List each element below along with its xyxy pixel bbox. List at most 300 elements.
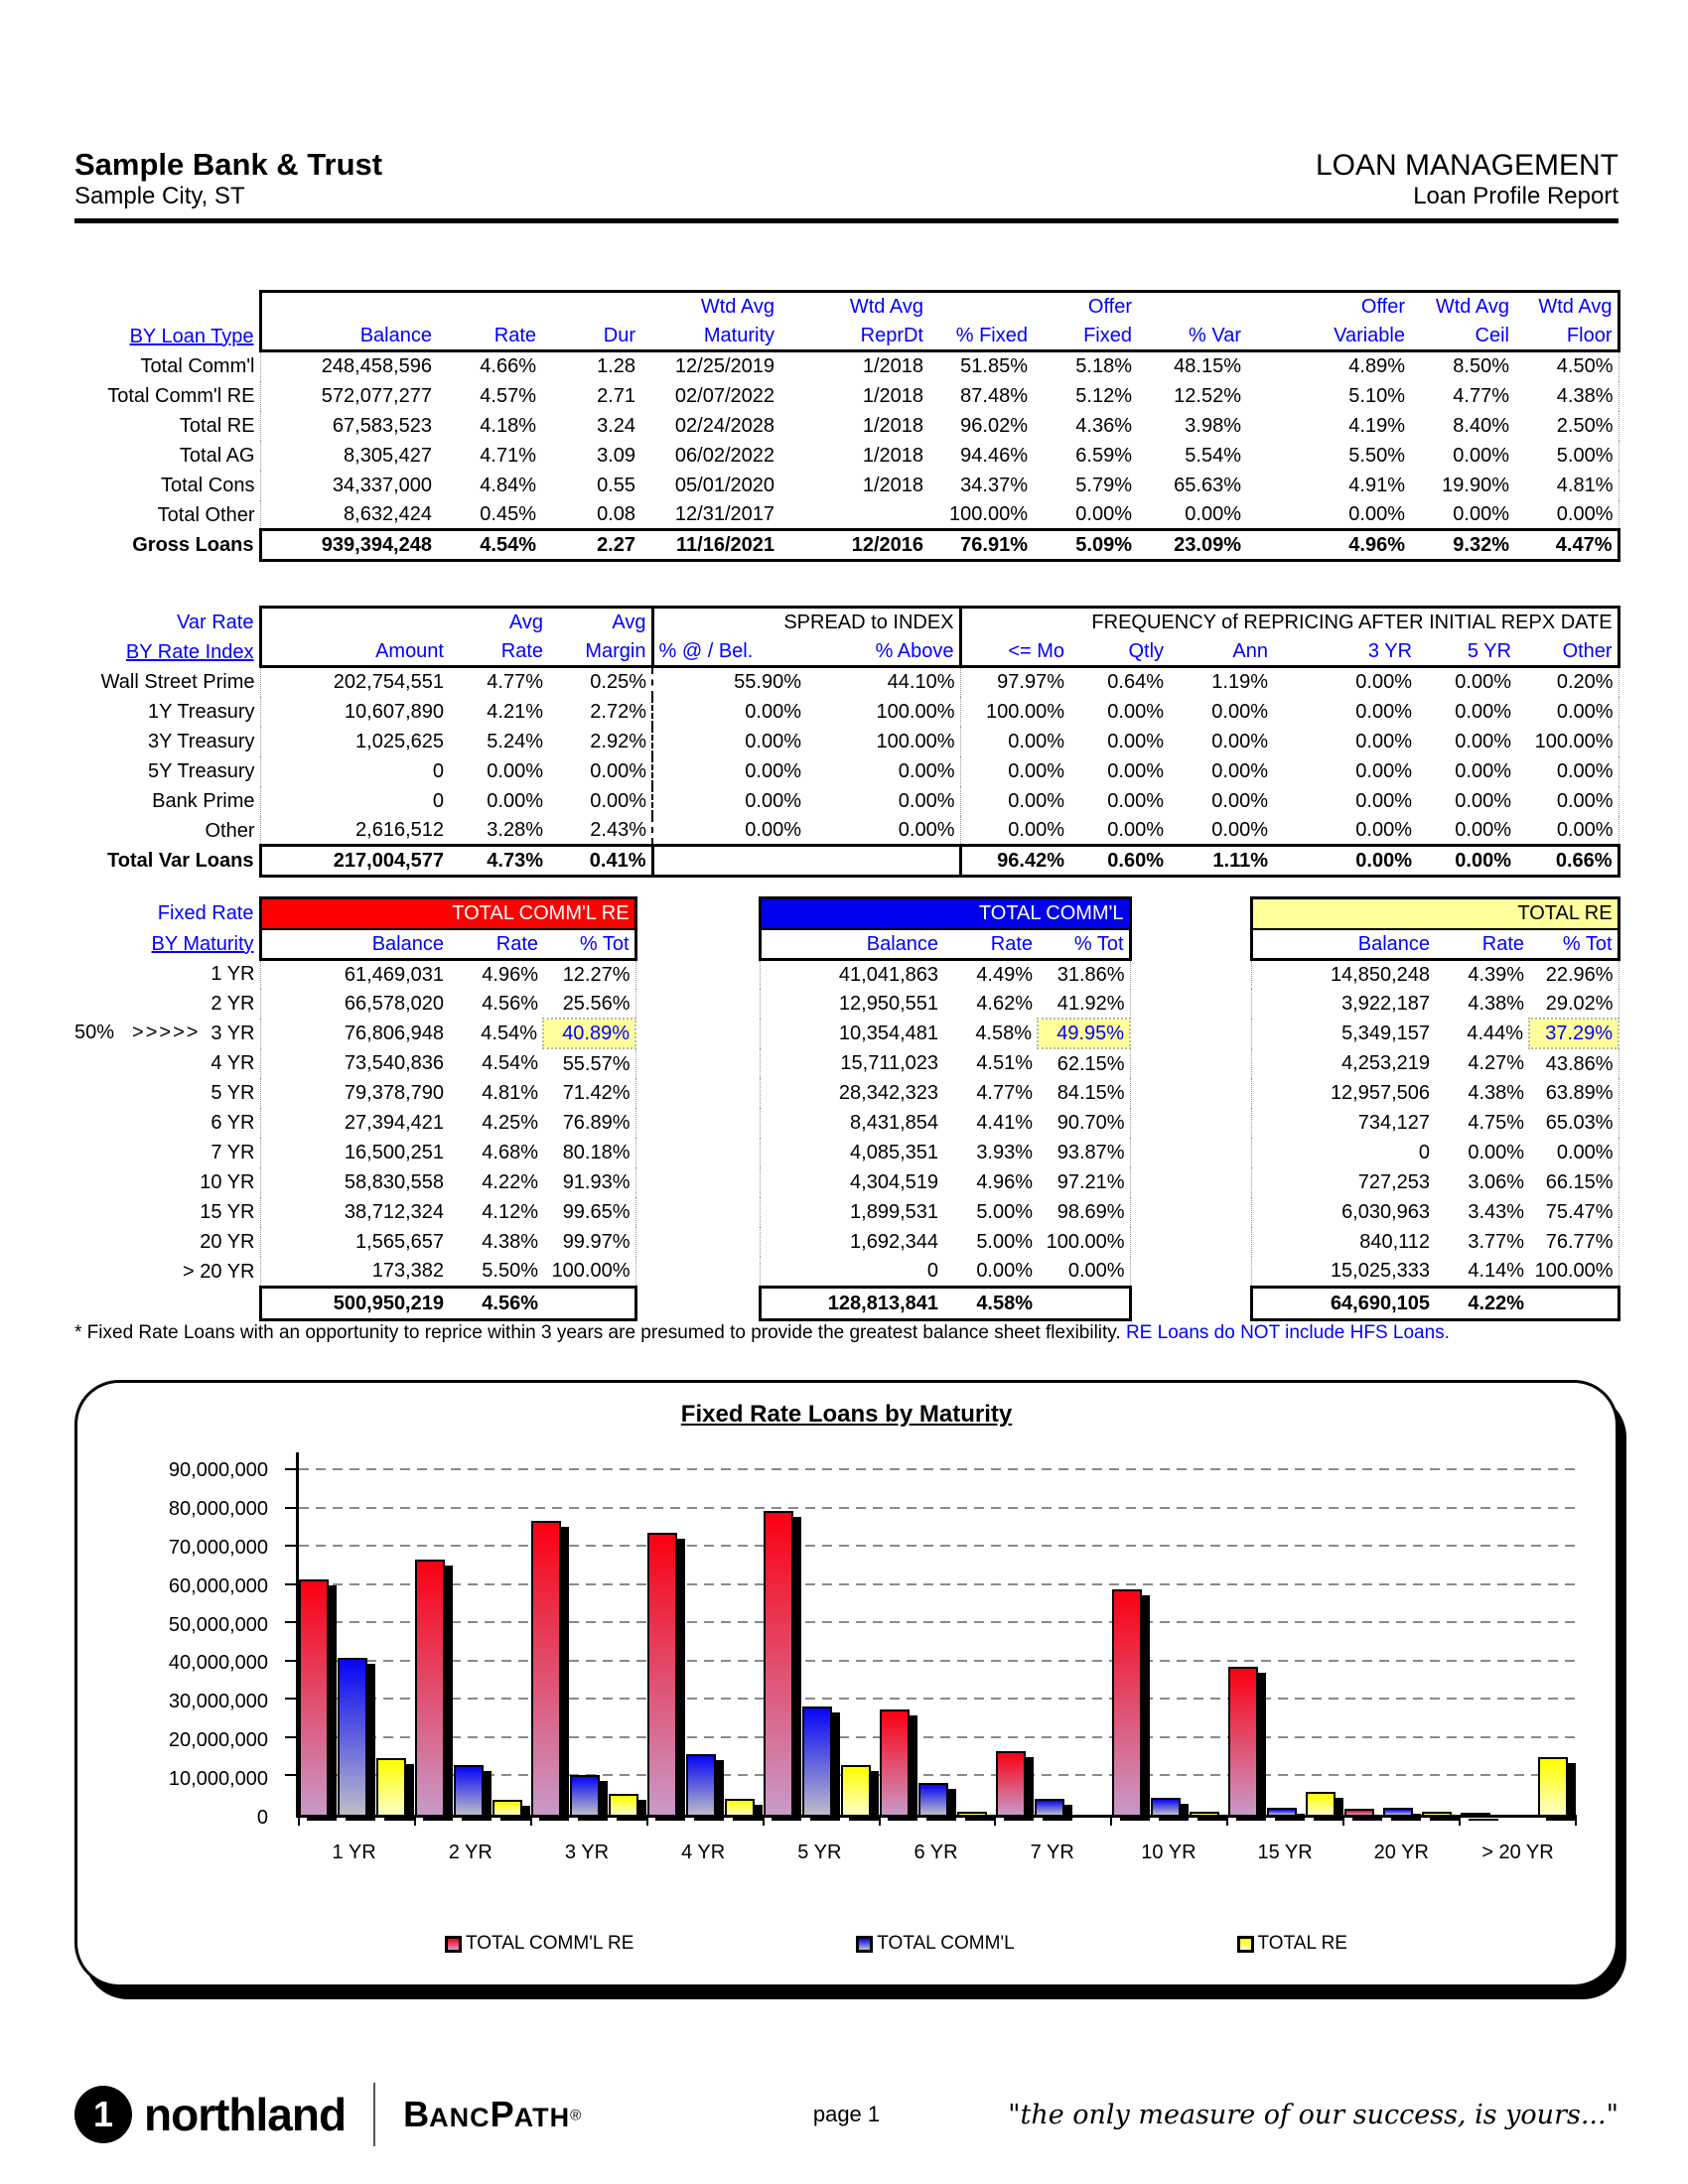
cell-comml-pct-tot: 98.69% — [1038, 1197, 1130, 1227]
y-axis-tick — [285, 1621, 296, 1623]
report-title: LOAN MANAGEMENT — [1315, 149, 1618, 182]
maturity-row — [74, 959, 1618, 989]
x-axis-label: > 20 YR — [1481, 1842, 1554, 1863]
cell-pct-at-below: 0.00% — [652, 756, 806, 786]
cell-comml-rate: 4.58% — [975, 1023, 1033, 1044]
cell-3yr: 0.00% — [1355, 818, 1413, 841]
cell-amount: 2,616,512 — [260, 816, 449, 846]
footnote-black: * Fixed Rate Loans with an opportunity to reprice within 3 years are presumed to provide the greatest balance sheet flexibility. — [74, 1322, 1121, 1343]
x-axis-label: 10 YR — [1141, 1842, 1196, 1863]
y-axis-tick — [285, 1583, 296, 1585]
var-rate-row — [74, 786, 1618, 816]
group-header: Wtd Avg — [779, 292, 928, 322]
cell-offer-fixed: 0.00% — [1075, 502, 1132, 525]
row-label: Total RE — [179, 414, 255, 437]
x-axis-label: 3 YR — [564, 1842, 610, 1863]
y-axis-label: 60,000,000 — [168, 1574, 268, 1597]
maturity-row — [74, 1019, 1618, 1048]
cell-avg-rate: 4.21% — [487, 700, 543, 723]
cell-amount: 0 — [260, 756, 449, 786]
cell-re-rate: 5.50% — [482, 1260, 538, 1283]
fifty-pct-marker — [74, 989, 92, 1018]
bar-slot — [1422, 1470, 1452, 1815]
var-rate-row — [74, 667, 1618, 697]
cell-comml-pct-tot: 41.92% — [1038, 989, 1130, 1019]
x-axis-label: 1 YR — [332, 1842, 376, 1863]
cell-balance: 67,583,523 — [260, 411, 437, 441]
cell-avg-margin: 2.72% — [590, 700, 646, 723]
page-footer — [74, 2070, 1618, 2159]
y-axis-label: 10,000,000 — [168, 1768, 268, 1791]
cell-balance: 248,458,596 — [260, 351, 437, 381]
bar-group-15-yr — [1228, 1470, 1344, 1815]
x-axis-label: 4 YR — [681, 1842, 726, 1863]
x-axis-label: 6 YR — [914, 1842, 958, 1863]
cell-balance: 34,337,000 — [260, 471, 437, 500]
fifty-pct-marker — [74, 1167, 92, 1196]
var-rate-row — [74, 816, 1618, 846]
cell-re-pct-tot: 99.65% — [543, 1197, 635, 1227]
legend-item — [856, 1933, 1014, 1955]
chart-bar — [841, 1765, 871, 1815]
cell-avg-rate: 0.00% — [487, 759, 543, 782]
cell-5yr: 0.00% — [1455, 730, 1512, 752]
cell-comml-balance: 28,342,323 — [760, 1078, 943, 1108]
bar-slot — [609, 1470, 638, 1815]
cell-offer-fixed: 5.79% — [1075, 474, 1132, 496]
cell-re-rate: 4.68% — [482, 1142, 538, 1163]
band-total-comml-re: TOTAL COMM'L RE — [260, 898, 635, 929]
cell-avg-margin: 0.00% — [590, 789, 646, 812]
cell-ann: 0.00% — [1211, 759, 1269, 782]
x-axis-tick — [1459, 1815, 1461, 1826]
col-header: 5 YR — [1417, 637, 1516, 667]
bar-slot — [957, 1470, 987, 1815]
cell-re-rate: 4.96% — [482, 963, 538, 986]
cell-dur: 1.28 — [597, 355, 635, 378]
cell-re-rate: 4.25% — [482, 1112, 538, 1134]
column-header-row — [74, 637, 1618, 667]
chart-bar — [802, 1706, 832, 1815]
cell-rate: 4.66% — [480, 355, 536, 378]
cell-comml-rate: 0.00% — [976, 1260, 1034, 1283]
cell-tre-rate: 4.39% — [1468, 963, 1525, 986]
cell-rate: 4.71% — [480, 444, 536, 467]
bar-group--20-yr — [1461, 1470, 1577, 1815]
fifty-pct-marker — [74, 1108, 92, 1137]
col-header: % Var — [1137, 322, 1246, 351]
cell-tre-rate: 4.14% — [1468, 1260, 1525, 1283]
maturity-row — [74, 1167, 1618, 1197]
chart-bar — [1035, 1799, 1064, 1815]
bar-slot — [1344, 1470, 1374, 1815]
x-axis-label: 7 YR — [1030, 1842, 1074, 1863]
group-header: Wtd Avg — [1514, 292, 1618, 322]
cell-5yr: 0.00% — [1455, 789, 1512, 812]
cell-other: 0.00% — [1516, 816, 1618, 846]
chart-bar — [918, 1783, 948, 1816]
cell-comml-rate: 4.49% — [976, 963, 1034, 986]
total-re-rate: 4.56% — [449, 1287, 543, 1319]
maturity-label: 6 YR — [211, 1112, 255, 1134]
row-label: 3Y Treasury — [148, 730, 255, 752]
cell-floor: 4.81% — [1514, 471, 1618, 500]
chart-bar — [570, 1775, 600, 1815]
total-maturity: 11/16/2021 — [640, 530, 779, 561]
gross-loans-row — [74, 530, 1618, 561]
total-ann: 1.11% — [1169, 846, 1273, 877]
maturity-label: 15 YR — [200, 1201, 255, 1223]
total-dur: 2.27 — [541, 530, 640, 561]
bar-group-5-yr — [764, 1470, 880, 1815]
fifty-pct-marker — [74, 1048, 92, 1077]
cell-ceil: 19.90% — [1442, 474, 1509, 496]
bar-group-1-yr — [299, 1470, 415, 1815]
cell-tre-balance: 15,025,333 — [1251, 1257, 1435, 1287]
cell-amount: 202,754,551 — [260, 667, 449, 697]
y-axis-label: 70,000,000 — [168, 1536, 268, 1559]
cell-tre-balance: 0 — [1251, 1138, 1435, 1167]
y-axis-label: 90,000,000 — [168, 1459, 268, 1481]
cell-re-balance: 16,500,251 — [260, 1138, 449, 1167]
total-le-mo: 96.42% — [960, 846, 1069, 877]
cell-comml-balance: 1,692,344 — [760, 1227, 943, 1257]
cell-re-pct-tot: 100.00% — [543, 1257, 635, 1287]
cell-rate: 4.84% — [480, 474, 536, 496]
col-header: 3 YR — [1273, 637, 1417, 667]
logo-divider — [373, 2083, 375, 2146]
cell-tre-rate: 3.43% — [1468, 1201, 1525, 1223]
chart-bar — [1344, 1809, 1374, 1815]
bar-slot — [880, 1470, 910, 1815]
cell-5yr: 0.00% — [1455, 671, 1512, 694]
marker-pct: 50% — [74, 1022, 115, 1043]
cell-rate: 0.45% — [480, 502, 536, 525]
report-subtitle: Loan Profile Report — [1413, 183, 1618, 209]
fifty-pct-marker — [74, 1078, 92, 1107]
maturity-row — [74, 1078, 1618, 1108]
cell-avg-margin: 0.25% — [590, 671, 646, 694]
x-axis-label: 5 YR — [797, 1842, 842, 1863]
row-label: 1Y Treasury — [148, 700, 255, 723]
cell-comml-pct-tot: 97.21% — [1038, 1167, 1130, 1197]
header-group-row — [74, 292, 1618, 322]
x-axis-tick — [530, 1815, 532, 1826]
cell-comml-balance: 15,711,023 — [760, 1048, 943, 1078]
cell-other: 0.00% — [1516, 786, 1618, 816]
cell-comml-balance: 4,085,351 — [760, 1138, 943, 1167]
cell-reprdt: 1/2018 — [862, 444, 923, 467]
row-label: Total Other — [157, 503, 255, 526]
cell-reprdt: 1/2018 — [862, 355, 923, 378]
cell-reprdt: 1/2018 — [862, 384, 923, 407]
cell-qtly: 0.00% — [1107, 789, 1165, 812]
cell-avg-rate: 3.28% — [487, 818, 543, 841]
cell-offer-fixed: 6.59% — [1075, 444, 1132, 467]
y-axis-label: 50,000,000 — [168, 1613, 268, 1636]
cell-offer-variable: 5.10% — [1348, 384, 1405, 407]
cell-re-pct-tot: 71.42% — [543, 1078, 635, 1108]
band-row — [74, 898, 1618, 929]
chart-bar — [454, 1765, 484, 1815]
y-axis-label: 80,000,000 — [168, 1497, 268, 1520]
column-header-row — [74, 322, 1618, 351]
cell-tre-pct-tot: 100.00% — [1529, 1257, 1618, 1287]
maturity-label: 10 YR — [200, 1171, 255, 1193]
cell-re-pct-tot: 99.97% — [543, 1227, 635, 1257]
bar-slot — [764, 1470, 793, 1815]
cell-reprdt — [779, 500, 928, 530]
chart-bar — [338, 1658, 367, 1815]
maturity-label: 4 YR — [211, 1052, 255, 1074]
y-axis-label: 20,000,000 — [168, 1729, 268, 1752]
x-axis-label: 2 YR — [448, 1842, 492, 1863]
cell-avg-rate: 4.77% — [487, 671, 543, 694]
cell-ceil: 8.40% — [1453, 414, 1509, 437]
col-header: Ceil — [1410, 322, 1514, 351]
cell-comml-rate: 3.93% — [976, 1142, 1034, 1163]
maturity-row — [74, 1108, 1618, 1138]
header-group-row — [74, 608, 1618, 637]
chart-bar — [1306, 1792, 1336, 1815]
y-axis-tick — [285, 1736, 296, 1738]
cell-tre-rate: 4.38% — [1468, 1082, 1525, 1104]
cell-3yr: 0.00% — [1355, 759, 1413, 782]
cell-dur: 3.24 — [597, 414, 635, 437]
total-comml-balance: 128,813,841 — [760, 1287, 943, 1319]
cell-offer-variable: 4.91% — [1348, 474, 1405, 496]
cell-tre-pct-tot: 63.89% — [1529, 1078, 1618, 1108]
col-header: Maturity — [640, 322, 779, 351]
cell-floor: 2.50% — [1514, 411, 1618, 441]
group-header-avg: Avg — [449, 608, 548, 637]
col-header: Fixed — [1033, 322, 1137, 351]
cell-pct-var: 65.63% — [1174, 474, 1241, 496]
maturity-row — [74, 1138, 1618, 1167]
group-header-avg: Avg — [548, 608, 652, 637]
cell-re-pct-tot: 91.93% — [543, 1167, 635, 1197]
cell-other: 0.20% — [1516, 667, 1618, 697]
cell-ceil: 4.77% — [1453, 384, 1509, 407]
bar-group-3-yr — [531, 1470, 647, 1815]
cell-floor: 5.00% — [1514, 441, 1618, 471]
row-label: Wall Street Prime — [100, 670, 255, 693]
maturity-label: 2 YR — [211, 993, 255, 1015]
footnote-blue: RE Loans do NOT include HFS Loans. — [1125, 1322, 1450, 1343]
cell-comml-rate: 5.00% — [976, 1231, 1034, 1253]
maturity-label: 3 YR — [211, 1023, 255, 1044]
chart-bar — [1461, 1813, 1490, 1815]
chart-bar — [1267, 1808, 1297, 1815]
cell-ceil: 0.00% — [1453, 502, 1509, 525]
cell-avg-margin: 0.00% — [590, 759, 646, 782]
chart-bar — [1538, 1757, 1568, 1815]
cell-maturity: 12/31/2017 — [674, 502, 774, 525]
col-header: Balance — [760, 929, 943, 960]
bar-slot — [376, 1470, 406, 1815]
total-tre-rate: 4.22% — [1435, 1287, 1529, 1319]
cell-offer-fixed: 4.36% — [1075, 414, 1132, 437]
cell-qtly: 0.00% — [1107, 818, 1165, 841]
chart-title: Fixed Rate Loans by Maturity — [680, 1401, 1013, 1428]
cell-pct-at-below: 0.00% — [652, 816, 806, 846]
registered-mark: ® — [570, 2107, 582, 2124]
x-axis-tick — [298, 1815, 300, 1826]
bar-slot — [1035, 1470, 1064, 1815]
cell-pct-above: 100.00% — [876, 700, 955, 723]
maturity-row — [74, 1048, 1618, 1078]
legend-label: TOTAL COMM'L RE — [466, 1933, 634, 1954]
cell-qtly: 0.00% — [1107, 759, 1165, 782]
bar-group-4-yr — [647, 1470, 764, 1815]
legend-swatch — [1237, 1936, 1254, 1953]
chart-bar — [492, 1800, 522, 1815]
chart-bar — [531, 1521, 561, 1815]
cell-pct-at-below: 0.00% — [652, 727, 806, 756]
cell-rate: 4.57% — [480, 384, 536, 407]
bar-group-7-yr — [996, 1470, 1112, 1815]
cell-pct-fixed: 94.46% — [960, 444, 1028, 467]
cell-avg-margin: 2.43% — [590, 818, 646, 841]
x-axis-label: 15 YR — [1257, 1842, 1313, 1863]
cell-tre-pct-tot: 0.00% — [1529, 1138, 1618, 1167]
bar-slot — [570, 1470, 600, 1815]
band-total-re: TOTAL RE — [1251, 898, 1618, 929]
y-axis-tick — [285, 1774, 296, 1776]
bar-slot — [1073, 1470, 1103, 1815]
loan-type-row — [74, 471, 1618, 500]
row-label: Bank Prime — [152, 789, 255, 812]
maturity-row — [74, 1227, 1618, 1257]
section-label-rate-index: BY Rate Index — [125, 640, 254, 663]
cell-dur: 3.09 — [597, 444, 635, 467]
legend-item — [1237, 1933, 1347, 1955]
cell-re-balance: 76,806,948 — [260, 1019, 449, 1048]
group-header: Wtd Avg — [640, 292, 779, 322]
cell-re-rate: 4.81% — [482, 1082, 538, 1104]
footer-quote: "the only measure of our success, is yours..." — [1008, 2099, 1618, 2130]
cell-tre-pct-tot: 76.77% — [1529, 1227, 1618, 1257]
row-label: Total Comm'l RE — [107, 384, 255, 407]
cell-other: 0.00% — [1516, 756, 1618, 786]
cell-pct-at-below: 0.00% — [652, 786, 806, 816]
x-axis-label: 20 YR — [1373, 1842, 1429, 1863]
cell-amount: 10,607,890 — [260, 697, 449, 727]
col-header: Balance — [1251, 929, 1435, 960]
y-axis-tick — [285, 1660, 296, 1662]
northland-circle-one-icon: 1 — [74, 2086, 132, 2143]
chart-bar — [1383, 1808, 1413, 1815]
cell-comml-balance: 12,950,551 — [760, 989, 943, 1019]
spread-header: SPREAD to INDEX — [652, 608, 960, 637]
maturity-row — [74, 1257, 1618, 1287]
total-avg-margin: 0.41% — [548, 846, 652, 877]
col-header: Floor — [1514, 322, 1618, 351]
fixed-rate-loans-chart — [74, 1380, 1618, 1987]
total-balance: 939,394,248 — [260, 530, 437, 561]
maturity-row — [74, 1197, 1618, 1227]
cell-pct-above: 0.00% — [898, 759, 955, 782]
section-label-loan-type: BY Loan Type — [129, 325, 254, 347]
total-floor: 4.47% — [1514, 530, 1618, 561]
total-pct-var: 23.09% — [1137, 530, 1246, 561]
cell-tre-rate: 4.27% — [1468, 1052, 1525, 1074]
loan-type-table — [74, 290, 1620, 562]
bar-slot — [802, 1470, 832, 1815]
cell-comml-pct-tot: 31.86% — [1038, 959, 1130, 989]
cell-ann: 0.00% — [1211, 789, 1269, 812]
cell-re-rate: 4.12% — [482, 1201, 538, 1223]
cell-comml-rate: 4.62% — [976, 993, 1034, 1015]
chart-bar — [609, 1794, 638, 1815]
col-header: Rate — [943, 929, 1038, 960]
cell-5yr: 0.00% — [1455, 700, 1512, 723]
footnote — [74, 1322, 1618, 1344]
header-rule — [74, 218, 1618, 223]
cell-3yr: 0.00% — [1355, 700, 1413, 723]
x-axis-tick — [1342, 1815, 1344, 1826]
cell-re-balance: 58,830,558 — [260, 1167, 449, 1197]
total-amount: 217,004,577 — [260, 846, 449, 877]
total-var-loans-row — [74, 846, 1618, 877]
cell-re-rate: 4.22% — [482, 1171, 538, 1193]
fifty-pct-marker — [74, 1257, 92, 1286]
cell-5yr: 0.00% — [1455, 818, 1512, 841]
col-header: Variable — [1246, 322, 1410, 351]
cell-comml-pct-tot: 90.70% — [1038, 1108, 1130, 1138]
chart-bar — [880, 1709, 910, 1815]
cell-pct-above: 44.10% — [887, 671, 955, 694]
x-axis-tick — [1226, 1815, 1228, 1826]
legend-swatch — [445, 1936, 462, 1953]
cell-offer-fixed: 5.18% — [1075, 355, 1132, 378]
x-axis-tick — [1110, 1815, 1112, 1826]
bar-slot — [1112, 1470, 1142, 1815]
bar-slot — [1151, 1470, 1181, 1815]
bar-slot — [918, 1470, 948, 1815]
chart-bar — [1228, 1667, 1258, 1815]
frequency-header: FREQUENCY of REPRICING AFTER INITIAL REPX DATE — [960, 608, 1618, 637]
cell-tre-rate: 4.38% — [1468, 993, 1525, 1015]
maturity-row — [74, 989, 1618, 1019]
chart-plot — [296, 1470, 1576, 1818]
cell-le-mo: 0.00% — [960, 816, 1069, 846]
cell-floor: 4.50% — [1514, 351, 1618, 381]
cell-tre-rate: 4.44% — [1467, 1023, 1524, 1044]
section-label-var-rate: Var Rate — [177, 611, 254, 633]
cell-offer-variable: 5.50% — [1348, 444, 1405, 467]
bar-group-10-yr — [1112, 1470, 1228, 1815]
cell-tre-balance: 734,127 — [1251, 1108, 1435, 1138]
bar-groups — [299, 1470, 1576, 1815]
cell-re-pct-tot: 12.27% — [543, 959, 635, 989]
loan-type-row — [74, 381, 1618, 411]
cell-re-rate: 4.56% — [482, 993, 538, 1015]
fixed-rate-totals-row — [74, 1287, 1618, 1319]
cell-ceil: 8.50% — [1453, 355, 1509, 378]
cell-comml-balance: 4,304,519 — [760, 1167, 943, 1197]
cell-tre-rate: 0.00% — [1468, 1142, 1525, 1163]
cell-le-mo: 0.00% — [960, 786, 1069, 816]
bar-slot — [492, 1470, 522, 1815]
bar-group-20-yr — [1344, 1470, 1461, 1815]
cell-pct-var: 48.15% — [1174, 355, 1241, 378]
fifty-pct-marker — [74, 1227, 92, 1256]
cell-comml-rate: 4.96% — [976, 1171, 1034, 1193]
cell-tre-pct-tot: 43.86% — [1529, 1048, 1618, 1078]
cell-3yr: 0.00% — [1355, 730, 1413, 752]
var-rate-table — [74, 606, 1620, 878]
